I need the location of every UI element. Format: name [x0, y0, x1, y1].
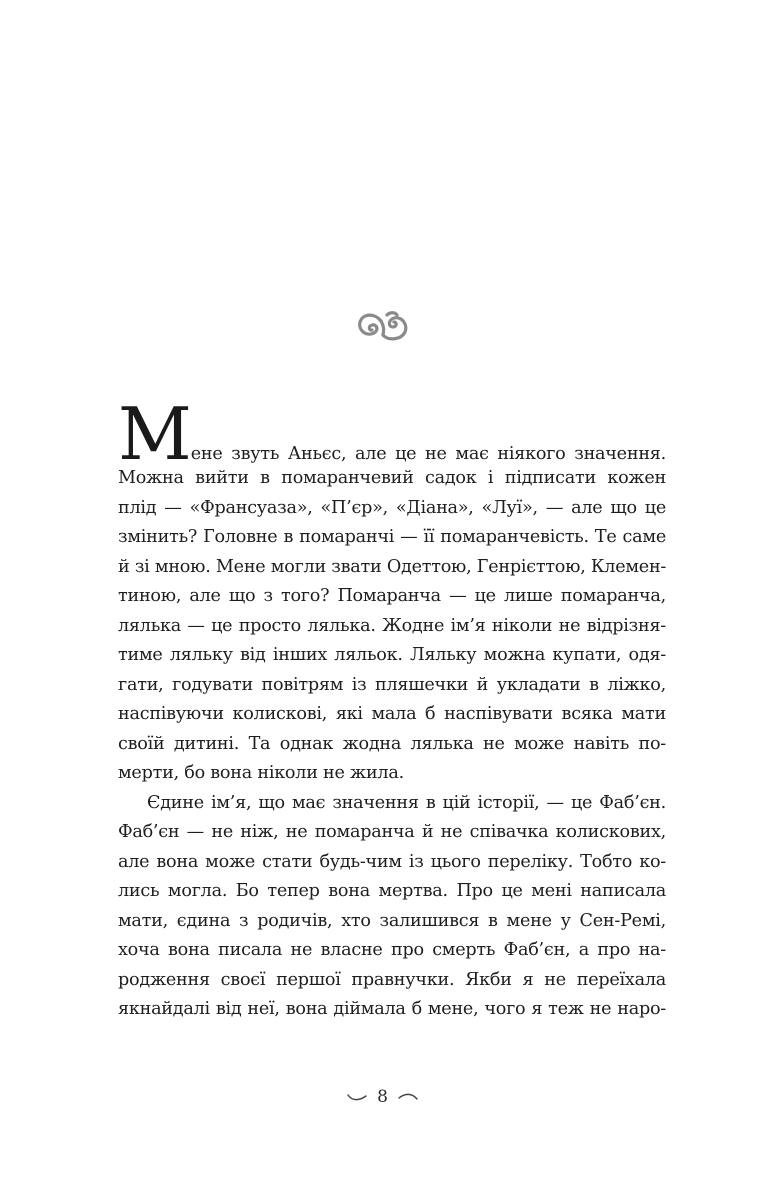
- text-line: змінить? Головне в помаранчі — її помаранчевість. Те саме: [118, 527, 666, 547]
- page-footer: [0, 1085, 765, 1109]
- page-number: 8: [377, 1087, 388, 1107]
- text-line: своїй дитині. Та однак жодна лялька не може навіть по-: [118, 733, 666, 754]
- text-line: Фаб’єн — не ніж, не помаранча й не співачка колискових,: [118, 822, 666, 842]
- text-line: Єдине ім’я, що має значення в цій історії, — це Фаб’єн.: [147, 792, 666, 813]
- text-line: лялька — це просто лялька. Жодне ім’я ніколи не відрізня-: [118, 615, 666, 636]
- text-line: Можна вийти в помаранчевий садок і підписати кожен: [118, 468, 666, 488]
- text-line: мерти, бо вона ніколи не жила.: [118, 763, 404, 783]
- text-line: тиною, але що з того? Помаранча — це лише помаранча,: [118, 586, 666, 606]
- opening-line: [118, 392, 666, 476]
- text-line: лись могла. Бо тепер вона мертва. Про це мені написала: [118, 881, 666, 901]
- drop-cap: М: [118, 392, 190, 476]
- paragraph-2: [118, 789, 666, 1025]
- swash-icon: [398, 1092, 418, 1102]
- swash-icon: [347, 1092, 367, 1102]
- text-line: й зі мною. Мене могли звати Одеттою, Генрієттою, Клемен-: [118, 556, 667, 577]
- text-line: тиме ляльку від інших ляльок. Ляльку можна купати, одя-: [118, 645, 666, 665]
- text-line: гати, годувати повітрям із пляшечки й укладати в ліжко,: [118, 674, 666, 695]
- paragraph-1: [118, 464, 666, 789]
- text-line: хоча вона писала не власне про смерть Фаб’єн, а про на-: [118, 940, 666, 960]
- text-line: наспівуючи колискові, які мала б наспівувати всяка мати: [118, 704, 666, 724]
- text-line: якнайдалі від неї, вона діймала б мене, чого я теж не наро-: [118, 999, 666, 1019]
- body-text: [118, 392, 667, 1025]
- text-line: плід — «Франсуаза», «П’єр», «Діана», «Луї», — але що це: [118, 497, 666, 518]
- text-line: ене звуть Аньєс, але це не має ніякого значення.: [190, 443, 666, 464]
- text-line: але вона може стати будь-чим із цього переліку. Тобто ко-: [118, 851, 666, 872]
- text-line: мати, єдина з родичів, хто залишився в мене у Сен-Ремі,: [118, 910, 666, 931]
- chapter-ornament: [0, 303, 765, 349]
- floral-ornament-icon: [357, 309, 409, 343]
- text-line: родження своєї першої правнучки. Якби я не переїхала: [118, 969, 666, 990]
